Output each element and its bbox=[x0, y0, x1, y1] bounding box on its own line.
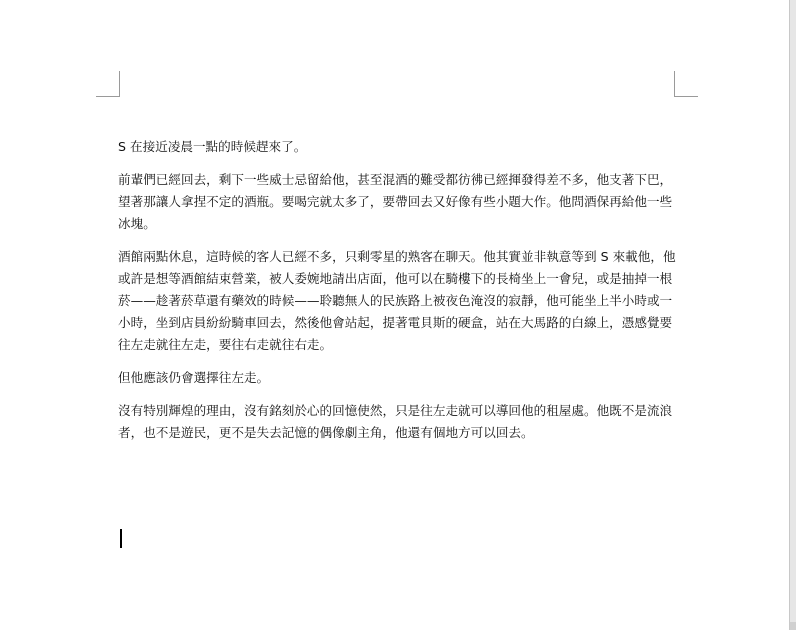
document-body[interactable] bbox=[118, 136, 678, 455]
paragraph-2[interactable]: 前輩們已經回去，剩下一些威士忌留給他，甚至混酒的難受都彷彿已經揮發得差不多，他支著下巴，望著那讓人拿捏不定的酒瓶。要喝完就太多了，要帶回去又好像有些小題大作。他問酒保再給他一些冰塊。 bbox=[118, 172, 673, 231]
paragraph-3[interactable]: 酒館兩點休息，這時候的客人已經不多，只剩零星的熟客在聊天。他其實並非執意等到 S 來載他，他或許是想等酒館結束營業，被人委婉地請出店面，他可以在騎樓下的長椅坐上一會兒，或是抽掉一根菸——趁著菸草還有藥效的時候——聆聽無人的民族路上被夜色淹沒的寂靜，他可能坐上半小時或一小時，坐到店員紛紛騎車回去，然後他會站起，提著電貝斯的硬盒，站在大馬路的白線上，憑感覺要往左走就往左走，要往右走就往右走。 bbox=[118, 249, 676, 352]
text-cursor bbox=[120, 529, 122, 548]
paragraph-4[interactable]: 但他應該仍會選擇往左走。 bbox=[118, 370, 270, 385]
top-right-margin-marker bbox=[674, 71, 698, 97]
window-corner bbox=[790, 622, 796, 630]
window-right-edge bbox=[789, 0, 796, 630]
top-left-margin-marker bbox=[96, 71, 120, 97]
paragraph-5[interactable]: 沒有特別輝煌的理由，沒有銘刻於心的回憶使然，只是往左走就可以導回他的租屋處。他既不是流浪者，也不是遊民，更不是失去記憶的偶像劇主角，他還有個地方可以回去。 bbox=[118, 403, 673, 440]
paragraph-1[interactable]: S 在接近凌晨一點的時候趕來了。 bbox=[118, 139, 307, 154]
